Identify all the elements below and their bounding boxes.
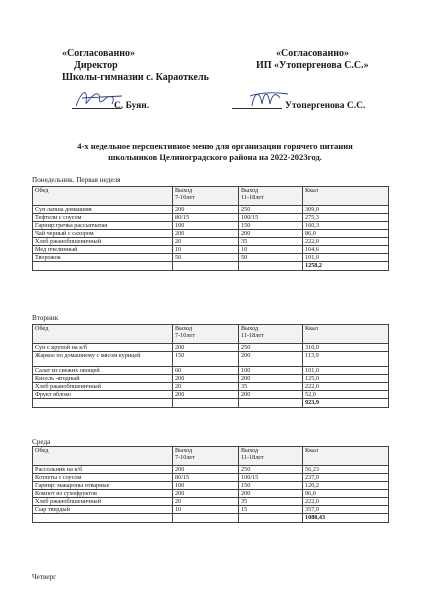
dish-cell: Компот из сухофруктов [33,490,173,498]
day-heading-thursday: Четверг [32,573,57,581]
portion-large-cell: 200 [239,352,303,367]
right-approval-label: «Согласованно» [276,48,349,59]
portion-large-cell: 35 [239,383,303,391]
kcal-cell: 104,6 [303,246,389,254]
total-row [33,514,389,523]
col-header-dish: Обед [33,325,173,344]
kcal-cell: 222,0 [303,238,389,246]
kcal-cell: 52,0 [303,391,389,399]
table-row [33,474,389,482]
kcal-cell: 101,0 [303,367,389,375]
table-row [33,375,389,383]
dish-cell: Кисель -ягодный [33,375,173,383]
kcal-cell: 113,9 [303,352,389,367]
dish-cell: Хлеб ржанобпшеничный [33,238,173,246]
portion-small-cell: 200 [173,375,239,383]
portion-small-cell: 100 [173,222,239,230]
portion-large-cell: 200 [239,375,303,383]
document-title [50,141,380,162]
portion-large-cell: 250 [239,344,303,352]
portion-small-cell: 200 [173,230,239,238]
portion-large-cell: 100/15 [239,214,303,222]
portion-small-cell: 20 [173,498,239,506]
col-header-kcal: Ккал [303,447,389,466]
portion-large-cell: 150 [239,482,303,490]
kcal-cell: 86,0 [303,230,389,238]
total-row [33,399,389,408]
kcal-cell: 125,0 [303,375,389,383]
portion-large-cell: 10 [239,246,303,254]
total-row [33,262,389,271]
day-heading-tuesday: Вторник [32,314,59,322]
portion-small-cell: 200 [173,490,239,498]
kcal-cell: 237,0 [303,474,389,482]
portion-large-cell: 100 [239,367,303,375]
title-line-1: 4-х недельное перспективное меню для организации горячего питания [77,141,353,151]
kcal-cell: 160,3 [303,222,389,230]
col-header-portion-7-10: Выход 7-10лет [173,325,239,344]
dish-cell: Рассольник на к/б [33,466,173,474]
table-header-row [33,187,389,206]
table-row [33,222,389,230]
kcal-cell: 310,0 [303,344,389,352]
table-row [33,490,389,498]
table-row [33,352,389,367]
dish-cell: Суп с крупой на к/б [33,344,173,352]
kcal-cell: 357,0 [303,506,389,514]
portion-large-cell: 250 [239,466,303,474]
col-header-portion-11-18: Выход 11-18лет [239,187,303,206]
col-header-portion-7-10: Выход 7-10лет [173,187,239,206]
portion-small-cell: 200 [173,206,239,214]
table-row [33,498,389,506]
table-header-row [33,325,389,344]
portion-small-cell: 80/15 [173,214,239,222]
portion-small-cell: 20 [173,238,239,246]
dish-cell: Жаркое по домашнему с мясом курицей [33,352,173,367]
portion-small-cell: 80/15 [173,474,239,482]
portion-small-cell: 60 [173,367,239,375]
portion-small-cell: 10 [173,506,239,514]
portion-large-cell: 15 [239,506,303,514]
total-kcal-cell: 1258,2 [303,262,389,271]
total-kcal-cell: 923,9 [303,399,389,408]
portion-large-cell: 50 [239,254,303,262]
menu-table-monday [32,186,389,271]
table-row [33,246,389,254]
left-role: Директор [74,60,118,71]
dish-cell: Гарнир:гречка рассыпчатая [33,222,173,230]
table-row [33,466,389,474]
col-header-portion-11-18: Выход 11-18лет [239,447,303,466]
right-role: ИП «Утопергенова С.С.» [256,60,369,71]
table-header-row [33,447,389,466]
col-header-portion-11-18: Выход 11-18лет [239,325,303,344]
menu-table-tuesday [32,324,389,408]
kcal-cell: 222,0 [303,383,389,391]
director-name: С. Буян. [114,101,150,111]
dish-cell: Гарнир: макароны отварные [33,482,173,490]
table-row [33,344,389,352]
dish-cell: Чай черный с сахором [33,230,173,238]
col-header-dish: Обед [33,447,173,466]
dish-cell: Сыр твердый [33,506,173,514]
col-header-kcal: Ккал [303,325,389,344]
dish-cell: Котлеты с соусом [33,474,173,482]
table-row [33,383,389,391]
col-header-portion-7-10: Выход 7-10лет [173,447,239,466]
dish-cell: Творожок [33,254,173,262]
dish-cell: Салат из свежих овощей [33,367,173,375]
day-heading-monday: Понедельник. Первая неделя [32,176,121,184]
dish-cell: Фрукт яблоко [33,391,173,399]
portion-large-cell: 250 [239,206,303,214]
col-header-dish: Обед [33,187,173,206]
left-approval-label: «Согласованно» [62,48,135,59]
portion-large-cell: 35 [239,238,303,246]
table-row [33,230,389,238]
kcal-cell: 309,0 [303,206,389,214]
dish-cell: Тефтели с соусом [33,214,173,222]
dish-cell: Суп лапша домашняя [33,206,173,214]
table-row [33,238,389,246]
portion-small-cell: 10 [173,246,239,254]
menu-table-wednesday [32,446,389,523]
portion-small-cell: 20 [173,383,239,391]
table-row [33,206,389,214]
portion-small-cell: 200 [173,391,239,399]
col-header-kcal: Ккал [303,187,389,206]
portion-small-cell: 150 [173,352,239,367]
kcal-cell: 120,2 [303,482,389,490]
entrepreneur-name: Утопергенова С.С. [285,101,366,111]
dish-cell: Мед пчелинный [33,246,173,254]
kcal-cell: 101,0 [303,254,389,262]
dish-cell: Хлеб ржанобпшеничный [33,498,173,506]
portion-small-cell: 200 [173,466,239,474]
portion-small-cell: 200 [173,344,239,352]
portion-large-cell: 100/15 [239,474,303,482]
dish-cell: Хлеб ржанобпшеничный [33,383,173,391]
kcal-cell: 96,0 [303,490,389,498]
table-row [33,254,389,262]
left-organization: Школы-гимназии с. Караоткель [62,72,209,83]
table-row [33,214,389,222]
kcal-cell: 222,0 [303,498,389,506]
entrepreneur-signature-line [232,108,282,109]
kcal-cell: 275,3 [303,214,389,222]
portion-small-cell: 100 [173,482,239,490]
table-row [33,506,389,514]
day-heading-wednesday: Среда [32,438,51,446]
table-row [33,367,389,375]
total-kcal-cell: 1088,43 [303,514,389,523]
table-row [33,391,389,399]
portion-large-cell: 150 [239,222,303,230]
portion-small-cell: 50 [173,254,239,262]
kcal-cell: 56,23 [303,466,389,474]
table-row [33,482,389,490]
portion-large-cell: 200 [239,230,303,238]
portion-large-cell: 35 [239,498,303,506]
portion-large-cell: 200 [239,391,303,399]
portion-large-cell: 200 [239,490,303,498]
title-line-2: школьников Целиноградского района на 2022-2023год. [108,151,322,162]
